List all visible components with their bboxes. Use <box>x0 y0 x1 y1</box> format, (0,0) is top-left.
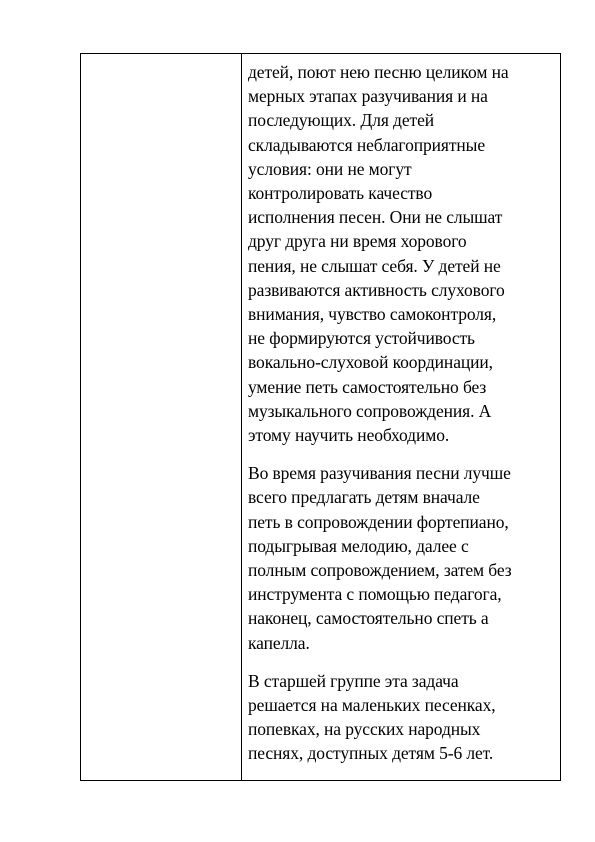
text-line: друг друга ни время хорового <box>248 231 467 252</box>
text-line: наконец, самостоятельно спеть а <box>248 608 489 629</box>
text-line: складываются неблагоприятные <box>248 134 485 155</box>
text-line: инструмента с помощью педагога, <box>248 584 502 605</box>
text-line: не формируются устойчивость <box>248 328 475 349</box>
right-cell <box>242 54 561 781</box>
text-line: вокально-слуховой координации, <box>248 352 493 373</box>
text-line: условия: они не могут <box>248 158 412 179</box>
text-line: последующих. Для детей <box>248 110 435 131</box>
text-line: умение петь самостоятельно без <box>248 376 487 397</box>
text-line: детей, поют нею песню целиком на <box>248 62 509 82</box>
text-line: попевках, на русских народных <box>248 719 481 740</box>
text-line: пения, не слышат себя. У детей не <box>248 255 501 276</box>
text-line: контролировать качество <box>248 183 433 204</box>
content-table <box>80 53 561 781</box>
text-line: капелла. <box>248 632 310 653</box>
left-cell <box>81 54 242 781</box>
table-row <box>81 54 561 781</box>
text-line: петь в сопровождении фортепиано, <box>248 511 509 532</box>
paragraph-2 <box>248 461 552 655</box>
text-line: В старшей группе эта задача <box>248 670 459 691</box>
text-line: музыкального сопровождения. А <box>248 400 492 421</box>
text-line: решается на маленьких песенках, <box>248 695 496 716</box>
text-line: внимания, чувство самоконтроля, <box>248 304 497 325</box>
text-line: Во время разучивания песни лучше <box>248 463 511 484</box>
left-cell-text <box>81 54 241 60</box>
text-line: мерных этапах разучивания и на <box>248 86 488 107</box>
paragraph-3 <box>248 669 552 766</box>
text-line: полным сопровождением, затем без <box>248 560 512 581</box>
text-line: подыгрывая мелодию, далее с <box>248 535 469 556</box>
right-cell-content <box>242 54 560 766</box>
text-line: этому научить необходимо. <box>248 425 450 446</box>
text-line: песнях, доступных детям 5-6 лет. <box>248 743 494 764</box>
text-line: всего предлагать детям вначале <box>248 487 480 508</box>
paragraph-1 <box>248 60 552 447</box>
text-line: исполнения песен. Они не слышат <box>248 207 503 228</box>
text-line: развиваются активность слухового <box>248 279 505 300</box>
